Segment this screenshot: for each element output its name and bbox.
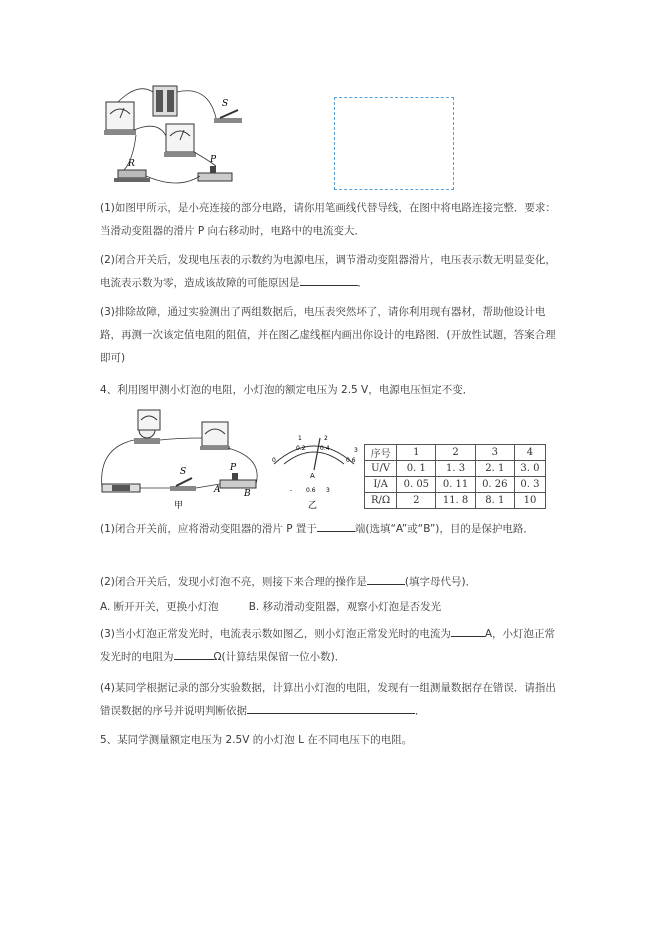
table-cell: R/Ω	[365, 493, 397, 509]
tick-label: 3	[354, 447, 358, 454]
dashed-drawing-box[interactable]	[334, 97, 454, 190]
table-header-cell: 3	[475, 445, 514, 461]
q4-options	[100, 596, 565, 619]
slider-label: P	[210, 155, 217, 165]
switch-icon	[170, 478, 196, 491]
resistor-label: R	[128, 159, 135, 169]
figure-jia-caption: 甲	[174, 501, 184, 511]
table-row	[365, 493, 546, 509]
table-cell: 8. 1	[475, 493, 514, 509]
battery-icon	[153, 86, 177, 116]
slider-label: P	[230, 463, 237, 473]
q3-part3: (3)排除故障，通过实验测出了两组数据后，电压表突然坏了，请你利用现有器材，帮助他设计电路，再测一次该定值电阻的阻值，并在图乙虚线框内画出你设计的电路图．(开放性试题，答案合理即可)	[100, 306, 556, 364]
q4-part2-blank[interactable]	[367, 572, 405, 585]
terminal-label: 3	[326, 487, 330, 494]
terminal-b-label: B	[244, 489, 251, 499]
table-cell: 1. 3	[436, 461, 475, 477]
table-cell: 0. 26	[475, 477, 514, 493]
rheostat-icon	[220, 473, 256, 488]
table-header-cell: 序号	[365, 445, 397, 461]
table-header-row	[365, 445, 546, 461]
table-cell: 0. 1	[397, 461, 436, 477]
table-cell: 0. 3	[514, 477, 545, 493]
terminal-label: -	[290, 487, 293, 494]
table-cell: 2. 1	[475, 461, 514, 477]
terminal-label: 0.6	[306, 487, 316, 494]
q4-part3-blank-current[interactable]	[451, 624, 485, 637]
switch-label: S	[180, 467, 187, 477]
meter-symbol: A	[310, 472, 315, 480]
table-cell: 0. 05	[397, 477, 436, 493]
tick-label: 0.2	[296, 445, 306, 452]
tick-label: 0.6	[346, 457, 356, 464]
circuit-figure-jia-2	[98, 408, 263, 511]
q4-part4: (4)某同学根据记录的部分实验数据，计算出小灯泡的电阻，发现有一组测量数据存在错误．请指出错误数据的序号并说明判断依据 ．	[100, 682, 556, 717]
q3-part1: (1)如图甲所示，是小亮连接的部分电路，请你用笔画线代替导线，在图中将电路连接完整．要求：当滑动变阻器的滑片 P 向右移动时，电路中的电流变大．	[100, 202, 556, 237]
voltmeter-icon	[104, 102, 136, 135]
q4-part2: (2)闭合开关后，发现小灯泡不亮，则接下来合理的操作是 (填字母代号)．	[100, 571, 565, 594]
tick-label: 2	[324, 435, 328, 442]
ammeter-dial-figure-yi	[268, 432, 360, 512]
table-cell: 10	[514, 493, 545, 509]
voltmeter-icon	[138, 410, 160, 430]
q4-part1: (1)闭合开关前，应将滑动变阻器的滑片 P 置于 端(选填“A”或“B”)，目的是保护电路．	[100, 518, 565, 541]
data-table	[364, 444, 546, 509]
q3-part2-blank[interactable]	[300, 273, 358, 286]
q4-part3: (3)当小灯泡正常发光时，电流表示数如图乙，则小灯泡正常发光时的电流为 A，小灯泡正常发光时的电阻为 Ω(计算结果保留一位小数)．	[100, 623, 565, 669]
table-row	[365, 477, 546, 493]
circuit-figure-jia-1	[98, 80, 258, 192]
tick-label: 0	[272, 457, 276, 464]
table-cell: 3. 0	[514, 461, 545, 477]
table-row	[365, 461, 546, 477]
rheostat-icon	[198, 166, 232, 181]
ammeter-icon	[200, 422, 230, 450]
table-cell: U/V	[365, 461, 397, 477]
q4-part1-blank[interactable]	[317, 519, 355, 532]
switch-label: S	[222, 99, 229, 109]
tick-label: 1	[298, 435, 302, 442]
q4-part3-blank-resistance[interactable]	[174, 647, 214, 660]
figure-yi-caption: 乙	[308, 501, 318, 511]
q5-title: 5、某同学测量额定电压为 2.5V 的小灯泡 L 在不同电压下的电阻。	[100, 734, 413, 746]
battery-icon	[102, 484, 140, 492]
dial-needle	[314, 438, 320, 470]
q3-part2: (2)闭合开关后，发现电压表的示数约为电源电压，调节滑动变阻器滑片，电压表示数无明显变化，电流表示数为零，造成该故障的可能原因是 ．	[100, 254, 556, 289]
ammeter-icon	[164, 124, 196, 157]
table-header-cell: 1	[397, 445, 436, 461]
resistor-icon	[114, 170, 150, 182]
terminal-a-label: A	[214, 485, 221, 495]
table-header-cell: 4	[514, 445, 545, 461]
tick-label: 0.4	[320, 445, 330, 452]
q4-part4-blank[interactable]	[247, 701, 415, 714]
option-a[interactable]: A. 断开开关，更换小灯泡	[100, 601, 219, 613]
table-cell: 2	[397, 493, 436, 509]
table-cell: 0. 11	[436, 477, 475, 493]
table-header-cell: 2	[436, 445, 475, 461]
option-b[interactable]: B. 移动滑动变阻器，观察小灯泡是否发光	[248, 601, 442, 613]
q4-title: 4、利用图甲测小灯泡的电阻，小灯泡的额定电压为 2.5 V，电源电压恒定不变．	[100, 384, 474, 396]
table-cell: 11. 8	[436, 493, 475, 509]
switch-icon	[214, 110, 242, 123]
table-cell: I/A	[365, 477, 397, 493]
